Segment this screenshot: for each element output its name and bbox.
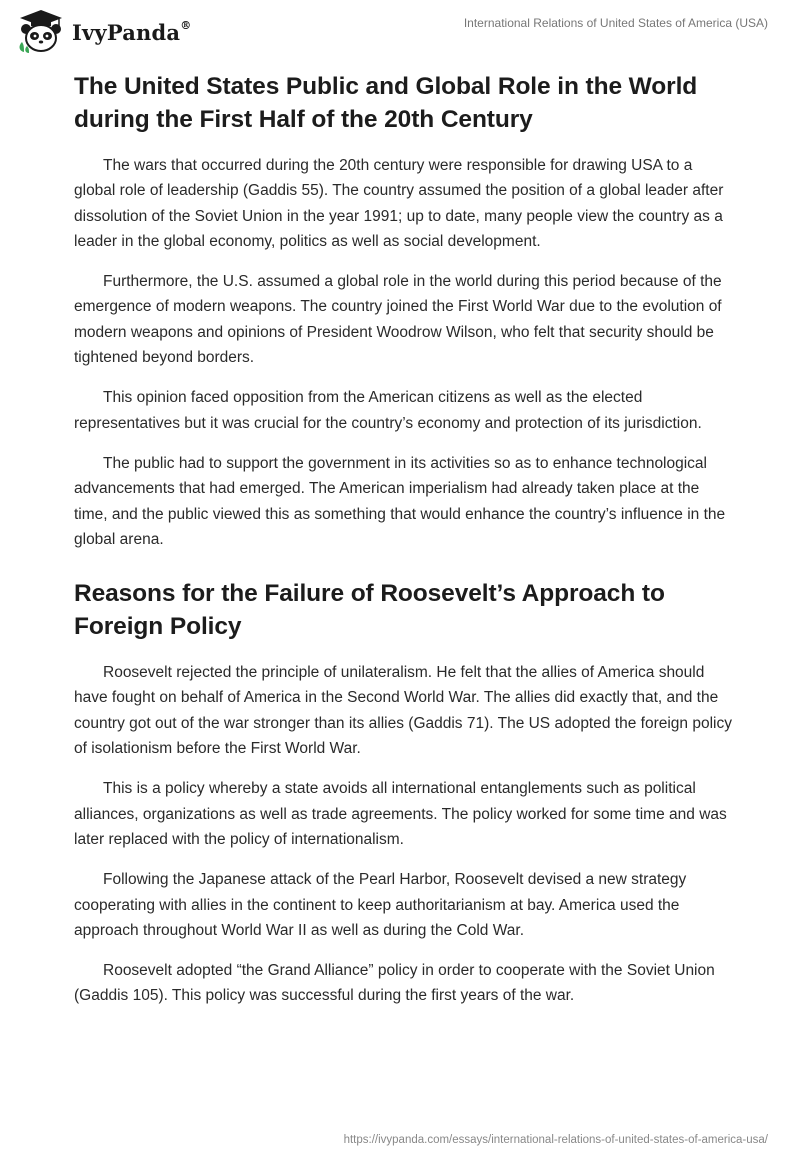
- paragraph: Furthermore, the U.S. assumed a global role in the world during this period because of the emergence of modern weapons. The country joined the First World War due to the evolution of modern weapons and opinions of President Woodrow Wilson, who felt that security should be tightened beyond borders.: [74, 273, 722, 367]
- paragraph: This is a policy whereby a state avoids all international entanglements such as political alliances, organizations as well as trade agreements. The policy worked for some time and was later replaced with the policy of internationalism.: [74, 780, 727, 848]
- paragraph: The wars that occurred during the 20th century were responsible for drawing USA to a global role of leadership (Gaddis 55). The country assumed the position of a global leader after dissolution of the Soviet Union in the year 1991; up to date, many people view the country as a leader in the global economy, politics as well as social development.: [74, 157, 724, 250]
- paragraph: The public had to support the government in its activities so as to enhance technological advancements that had emerged. The American imperialism had already taken place at the time, and the public viewed this as something that would enhance the country’s influence in the global arena.: [74, 454, 726, 548]
- paragraph: This opinion faced opposition from the American citizens as well as the elected representatives but it was crucial for the country’s economy and protection of its jurisdiction.: [74, 389, 702, 432]
- brand-name: IvyPanda®: [72, 18, 192, 45]
- panda-graduate-logo-icon: [16, 8, 66, 54]
- paragraph: Roosevelt rejected the principle of unilateralism. He felt that the allies of America should have fought on behalf of America in the Second World War. The allies did exactly that, and the country got out of the war stronger than its allies (Gaddis 71). The US adopted the foreign policy of isolationism before the First World War.: [74, 664, 732, 758]
- essay-content: [74, 70, 734, 1024]
- paragraph: Following the Japanese attack of the Pearl Harbor, Roosevelt devised a new strategy cooperating with allies in the continent to keep authoritarianism at bay. America used the approach throughout World War II as well as during the Cold War.: [74, 871, 687, 939]
- document-title: International Relations of United States of America (USA): [463, 16, 768, 30]
- section-heading-roosevelt-failure: Reasons for the Failure of Roosevelt’s Approach to Foreign Policy: [74, 580, 665, 641]
- registered-mark: ®: [180, 18, 192, 32]
- ivypanda-logo[interactable]: [16, 8, 191, 54]
- paragraph: Roosevelt adopted “the Grand Alliance” policy in order to cooperate with the Soviet Union (Gaddis 105). This policy was successful during the first years of the war.: [74, 962, 715, 1005]
- section-heading-global-role: The United States Public and Global Role in the World during the First Half of the 20th Century: [74, 73, 698, 133]
- source-url[interactable]: https://ivypanda.com/essays/international-relations-of-united-states-of-america-usa/: [343, 1134, 768, 1146]
- page-header: [0, 0, 800, 64]
